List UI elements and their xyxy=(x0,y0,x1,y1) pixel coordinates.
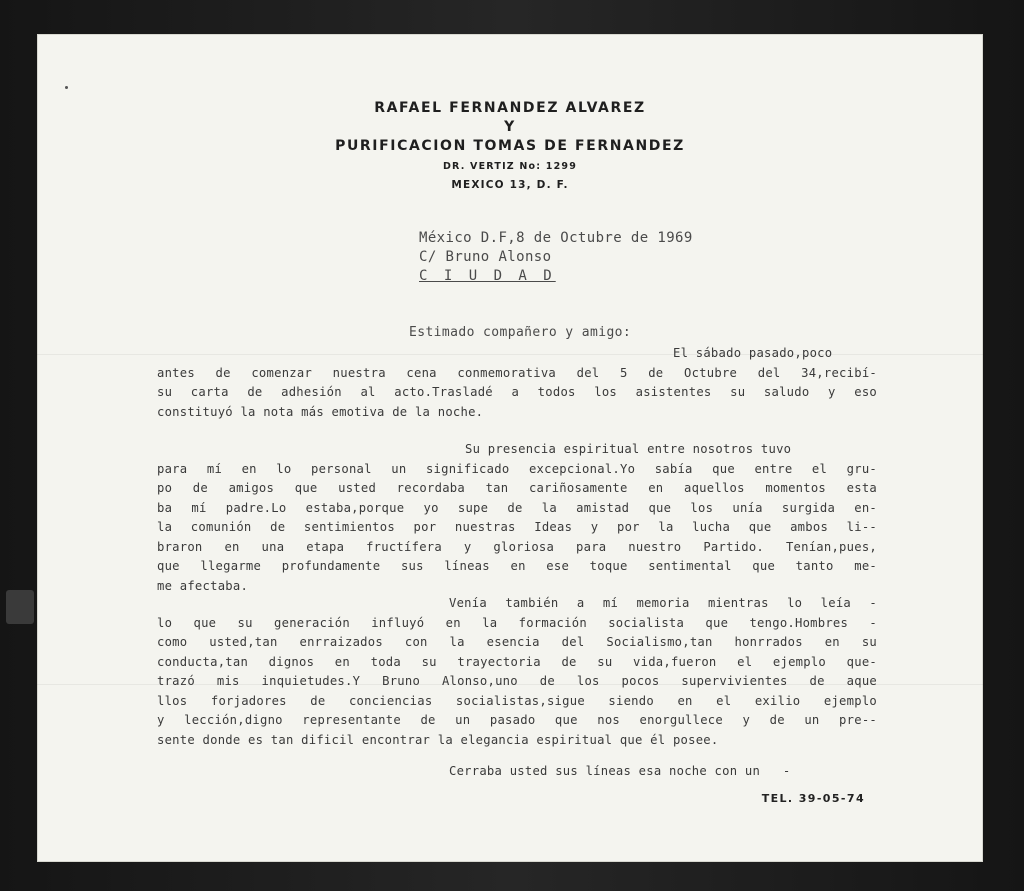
binder-clip xyxy=(6,590,34,624)
paragraph-line: me afectaba. xyxy=(157,578,249,593)
paragraph-line: Su presencia espiritual entre nosotros tuvo xyxy=(465,442,792,456)
letter-recipient-city: C I U D A D xyxy=(419,268,556,284)
paragraph-3 xyxy=(157,594,877,750)
paragraph-4 xyxy=(157,762,877,782)
letterhead-name-2: PURIFICACION TOMAS DE FERNANDEZ xyxy=(335,138,685,154)
paragraph-line: ba mí padre.Lo estaba,porque yo supe de la amistad que los unía surgida en- xyxy=(157,500,877,515)
paragraph-line: que llegarme profundamente sus líneas en ese toque sentimental que tanto me- xyxy=(157,559,877,573)
letterhead-name-1: RAFAEL FERNANDEZ ALVAREZ xyxy=(374,100,646,116)
paragraph-line: braron en una etapa fructífera y gloriosa para nuestro Partido. Tenían,pues, xyxy=(157,539,877,554)
phone-number: TEL. 39-05-74 xyxy=(761,792,865,805)
paragraph-line: Cerraba usted sus líneas esa noche con un - xyxy=(449,764,791,778)
letter-page xyxy=(37,34,983,862)
paragraph-1 xyxy=(157,344,877,422)
paragraph-line: llos forjadores de conciencias socialistas,sigue siendo en el exilio ejemplo xyxy=(157,693,877,708)
letterhead-city: MEXICO 13, D. F. xyxy=(451,179,569,191)
paragraph-line: como usted,tan enrraizados con la esencia del Socialismo,tan honrrados en su xyxy=(157,635,877,649)
paragraph-line: antes de comenzar nuestra cena conmemorativa del 5 de Octubre del 34,recibí- xyxy=(157,365,877,380)
paragraph-line: conducta,tan dignos en toda su trayectoria de su vida,fueron el ejemplo que- xyxy=(157,654,877,669)
letterhead-address: DR. VERTIZ No: 1299 xyxy=(442,161,578,172)
paragraph-line: constituyó la nota más emotiva de la noche. xyxy=(157,404,484,419)
paragraph-line: lo que su generación influyó en la formación socialista que tengo.Hombres - xyxy=(157,615,877,630)
letter-recipient: C/ Bruno Alonso xyxy=(419,249,552,265)
paragraph-line: Venía también a mí memoria mientras lo leía - xyxy=(449,596,877,610)
salutation: Estimado compañero y amigo: xyxy=(409,325,632,340)
letterhead-conjunction: Y xyxy=(504,119,516,135)
paragraph-line: El sábado pasado,poco xyxy=(673,346,833,360)
ink-speck xyxy=(65,86,68,89)
paragraph-line: y lección,digno representante de un pasado que nos enorgullece y de un pre-- xyxy=(157,713,877,727)
paragraph-line: po de amigos que usted recordaba tan cariñosamente en aquellos momentos esta xyxy=(157,481,877,495)
paragraph-2 xyxy=(157,440,877,596)
paragraph-line: para mí en lo personal un significado excepcional.Yo sabía que entre el gru- xyxy=(157,461,877,476)
paragraph-line: la comunión de sentimientos por nuestras Ideas y por la lucha que ambos li-- xyxy=(157,520,877,534)
paragraph-line: su carta de adhesión al acto.Trasladé a todos los asistentes su saludo y eso xyxy=(157,385,877,399)
paragraph-line: trazó mis inquietudes.Y Bruno Alonso,uno de los pocos supervivientes de aque xyxy=(157,674,877,688)
letter-date: México D.F,8 de Octubre de 1969 xyxy=(419,230,693,246)
paragraph-line: sente donde es tan dificil encontrar la elegancia espiritual que él posee. xyxy=(157,732,719,747)
